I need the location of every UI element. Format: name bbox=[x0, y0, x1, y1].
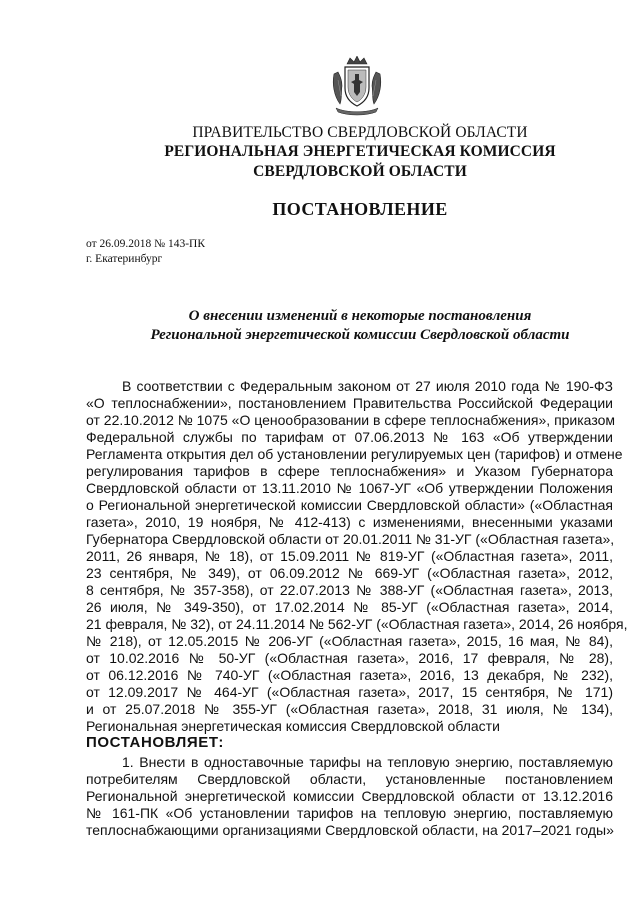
preamble-line: № 218), от 12.05.2015 № 206-УГ («Областная газета», 2015, 16 мая, № 84), bbox=[86, 633, 613, 649]
preamble-line: 23 сентября, № 349), от 06.09.2012 № 669-УГ («Областная газета», 2012, bbox=[86, 565, 613, 581]
item-1-line: теплоснабжающими организациями Свердловской области, на 2017–2021 годы» bbox=[86, 822, 614, 838]
preamble-line: В соответствии с Федеральным законом от 27 июля 2010 года № 190-ФЗ bbox=[122, 378, 613, 394]
item-1-line: № 161-ПК «Об установлении тарифов на тепловую энергию, поставляемую bbox=[86, 805, 613, 821]
preamble-line: Губернатора Свердловской области от 20.01.2011 № 31-УГ («Областная газета», bbox=[86, 531, 615, 547]
preamble-line: 8 сентября, № 357-358), от 22.07.2013 № 388-УГ («Областная газета», 2013, bbox=[86, 582, 613, 598]
preamble-line: от 22.10.2012 № 1075 «О ценообразовании в сфере теплоснабжения», приказом bbox=[86, 412, 615, 428]
preamble-line: о Региональной энергетической комиссии Свердловской области» («Областная bbox=[86, 497, 613, 513]
org-name-line-3: СВЕРДЛОВСКОЙ ОБЛАСТИ bbox=[253, 163, 467, 180]
resolves-heading: ПОСТАНОВЛЯЕТ: bbox=[86, 734, 224, 751]
preamble-line: 21 февраля, № 32), от 24.11.2014 № 562-УГ («Областная газета», 2014, 26 ноября, bbox=[86, 616, 628, 632]
document-city: г. Екатеринбург bbox=[86, 253, 163, 265]
preamble-line: «О теплоснабжении», постановлением Правительства Российской Федерации bbox=[86, 395, 613, 411]
coat-of-arms-icon bbox=[330, 56, 384, 116]
document-date-number: от 26.09.2018 № 143-ПК bbox=[86, 238, 206, 250]
preamble-line: Регламента открытия дел об установлении регулируемых цен (тарифов) и отмене bbox=[86, 446, 623, 462]
org-name-line-1: ПРАВИТЕЛЬСТВО СВЕРДЛОВСКОЙ ОБЛАСТИ bbox=[192, 124, 528, 141]
preamble-line: Свердловской области от 13.11.2010 № 1067-УГ «Об утверждении Положения bbox=[86, 480, 613, 496]
preamble-line: и от 25.07.2018 № 355-УГ («Областная газета», 2018, 31 июля, № 134), bbox=[86, 701, 613, 717]
preamble-line: 26 июля, № 349-350), от 17.02.2014 № 85-УГ («Областная газета», 2014, bbox=[86, 599, 613, 615]
document-title: ПОСТАНОВЛЕНИЕ bbox=[272, 199, 448, 219]
org-name-line-2: РЕГИОНАЛЬНАЯ ЭНЕРГЕТИЧЕСКАЯ КОМИССИЯ bbox=[164, 143, 556, 160]
item-1-line: потребителям Свердловской области, установленные постановлением bbox=[86, 771, 613, 787]
subject-line-1: О внесении изменений в некоторые постановления bbox=[188, 308, 532, 324]
preamble-line: Региональная энергетическая комиссия Свердловской области bbox=[86, 718, 500, 734]
preamble-line: от 12.09.2017 № 464-УГ («Областная газета», 2017, 15 сентября, № 171) bbox=[86, 684, 613, 700]
preamble-line: от 06.12.2016 № 740-УГ («Областная газета», 2016, 13 декабря, № 232), bbox=[86, 667, 613, 683]
item-1-line: Региональной энергетической комиссии Свердловской области от 13.12.2016 bbox=[86, 788, 613, 804]
preamble-line: от 10.02.2016 № 50-УГ («Областная газета», 2016, 17 февраля, № 28), bbox=[86, 650, 613, 666]
preamble-line: Федеральной службы по тарифам от 07.06.2013 № 163 «Об утверждении bbox=[86, 429, 613, 445]
item-1-line: 1. Внести в одноставочные тарифы на тепловую энергию, поставляемую bbox=[122, 754, 613, 770]
preamble-line: 2011, 26 января, № 18), от 15.09.2011 № 819-УГ («Областная газета», 2011, bbox=[86, 548, 613, 564]
subject-line-2: Региональной энергетической комиссии Свердловской области bbox=[150, 327, 570, 343]
preamble-line: газета», 2010, 19 ноября, № 412-413) с изменениями, внесенными указами bbox=[86, 514, 613, 530]
preamble-line: регулирования тарифов в сфере теплоснабжения» и Указом Губернатора bbox=[86, 463, 613, 479]
